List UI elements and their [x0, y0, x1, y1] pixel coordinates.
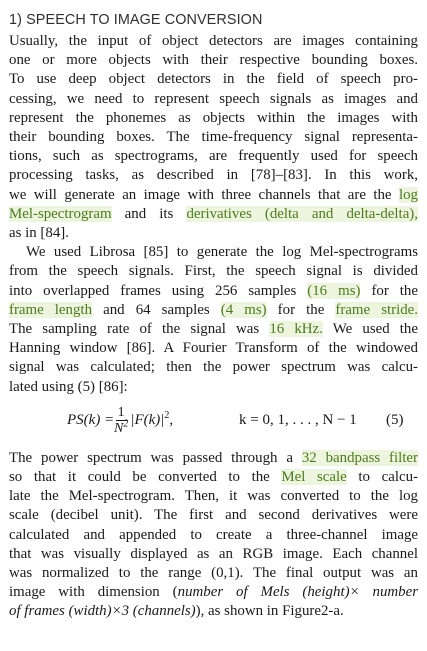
- italic-segment: number of Mels (height)× number: [177, 584, 419, 601]
- text-line: late the Mel-spectrogram. Then, it was converted to the log: [9, 488, 418, 505]
- text-segment: The power spectrum was passed through a: [9, 449, 293, 466]
- highlight-frame-stride: frame stride.: [335, 301, 419, 318]
- equation-condition: k = 0, 1, . . . , N − 1: [239, 411, 357, 428]
- text-segment: We used the: [332, 321, 418, 338]
- text-line: Hanning window [86]. A Fourier Transform of the windowed: [9, 340, 418, 357]
- equation-fraction: [114, 405, 128, 437]
- text-line: [9, 449, 418, 468]
- equation-comma: ,: [169, 412, 174, 429]
- equation-5: [9, 399, 418, 445]
- highlight-16khz: 16 kHz.: [269, 321, 323, 338]
- text-segment: into overlapped frames using 256 samples: [9, 282, 297, 299]
- highlight-derivatives: derivatives (delta and delta-delta),: [186, 205, 418, 222]
- text-line: [9, 205, 418, 224]
- section-heading: 1) SPEECH TO IMAGE CONVERSION: [9, 12, 263, 28]
- highlight-log: log: [398, 186, 418, 203]
- highlight-mel-spectrogram: Mel-spectrogram: [9, 205, 112, 222]
- text-segment: so that it could be converted to the: [9, 469, 270, 486]
- text-line: [9, 282, 418, 301]
- text-segment: and 64 samples: [103, 301, 210, 318]
- text-line: was normalized to the range (0,1). The final output was an: [9, 565, 418, 582]
- text-segment: image with dimension (: [9, 584, 178, 601]
- text-line: [9, 186, 418, 205]
- text-segment: The sampling rate of the signal was: [9, 321, 260, 338]
- text-line: as in [84].: [9, 225, 69, 242]
- equation-lhs: PS(k) =: [67, 411, 115, 428]
- text-line: their bounding boxes. The time-frequency signal representa-: [9, 129, 418, 146]
- highlight-16ms: (16 ms): [307, 282, 361, 299]
- text-segment: ), as shown in Figure2-a.: [195, 603, 344, 620]
- fraction-denominator: [114, 418, 129, 437]
- text-line: [9, 602, 418, 621]
- highlight-bandpass-filter: 32 bandpass filter: [301, 449, 418, 466]
- equation-number: (5): [386, 411, 404, 428]
- text-line: [9, 583, 418, 602]
- text-line: signal was calculated; then the power spectrum was calcu-: [9, 359, 418, 376]
- text-line: calculated and appended to create a three-channel image: [9, 526, 418, 543]
- equation-rhs: [112, 399, 173, 443]
- text-line: [9, 301, 418, 320]
- paper-page: [9, 10, 418, 622]
- text-line: To use deep object detectors in the field of speech pro-: [9, 71, 418, 88]
- text-line: tions, such as spectrograms, are frequently used for speech: [9, 148, 418, 165]
- text-line: represent the phonemes as objects within the images with: [9, 109, 418, 126]
- text-segment: we will generate an image with three channels that are the: [9, 186, 392, 203]
- denominator-exponent: 2: [123, 418, 129, 430]
- paragraph-1: [9, 32, 418, 243]
- text-segment: for the: [277, 301, 325, 318]
- equation-exponent: 2: [164, 410, 170, 422]
- denominator-base: N: [114, 420, 124, 436]
- text-line: scale (decibel unit). The first and second derivatives were: [9, 507, 418, 524]
- paragraph-3: [9, 449, 418, 622]
- text-line: cessing, we need to represent speech signals as images and: [9, 90, 418, 107]
- equation-body: [130, 411, 173, 430]
- text-segment: to calcu-: [358, 469, 418, 486]
- text-line: from the speech signals. First, the speech signal is divided: [9, 263, 418, 280]
- text-line: We used Librosa [85] to generate the log Mel-spectrograms: [26, 244, 418, 261]
- text-line: [9, 320, 418, 339]
- paragraph-2: [9, 243, 418, 397]
- text-line: [9, 468, 418, 487]
- text-line: processing tasks, as described in [78]–[83]. In this work,: [9, 167, 418, 184]
- italic-segment: of frames (width)×3 (channels): [9, 603, 196, 620]
- highlight-4ms: (4 ms): [220, 301, 267, 318]
- text-segment: for the: [371, 282, 418, 299]
- text-segment: and its: [124, 205, 174, 222]
- equation-magnitude: |F(k)|: [130, 412, 165, 429]
- text-line: one or more objects with their respective bounding boxes.: [9, 52, 418, 69]
- highlight-frame-length: frame length: [9, 301, 93, 318]
- text-line: Usually, the input of object detectors are images containing: [9, 33, 418, 49]
- text-line: lated using (5) [86]:: [9, 378, 128, 395]
- text-line: that was visually displayed as an RGB image. Each channel: [9, 545, 418, 562]
- fraction-numerator: 1: [117, 404, 125, 420]
- highlight-mel-scale: Mel scale: [281, 469, 347, 486]
